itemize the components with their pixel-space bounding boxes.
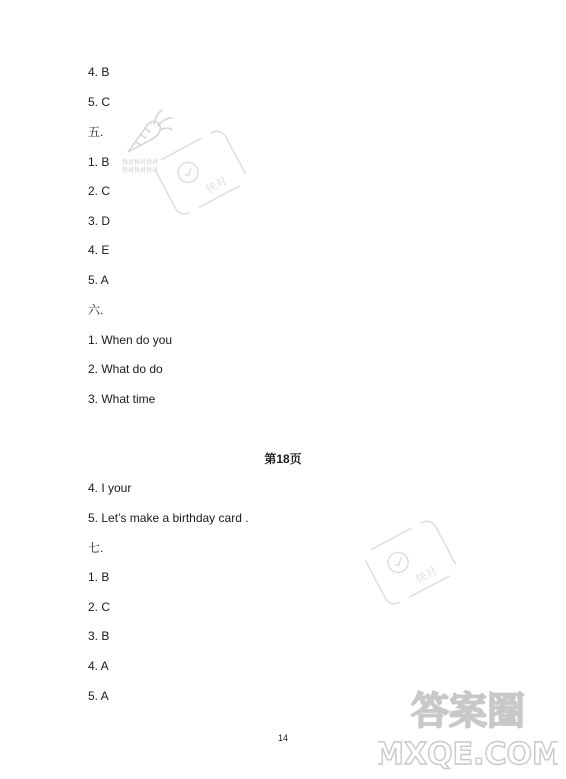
answer-line: 2. What do do (88, 362, 163, 376)
answer-line: 5. A (88, 273, 109, 287)
answer-line: 1. B (88, 155, 110, 169)
answer-line: 4. I your (88, 481, 132, 495)
stamp-text: 快对 (203, 174, 230, 197)
stamp-text: 快对 (413, 564, 440, 587)
site-logo-watermark (378, 682, 558, 775)
carrot-caption: 快对快对快对 (122, 159, 159, 166)
answer-line: 5. A (88, 689, 109, 703)
answer-line: 5. Let’s make a birthday card . (88, 511, 249, 525)
answer-line: 4. B (88, 65, 110, 79)
answer-line: 1. B (88, 570, 110, 584)
answer-line: 2. C (88, 600, 111, 614)
answer-line: 1. When do you (88, 333, 173, 347)
section-label: 七. (88, 541, 104, 555)
answer-line: 4. A (88, 659, 109, 673)
answer-line: 3. B (88, 629, 110, 643)
stamp-watermark (360, 508, 470, 613)
section-label: 六. (88, 303, 104, 317)
logo-top-text: 答案圈 (410, 689, 526, 733)
page-heading: 第18页 (264, 452, 302, 466)
answer-line: 5. C (88, 95, 111, 109)
answer-line: 3. What time (88, 392, 156, 406)
stamp-watermark (150, 118, 260, 223)
answer-line: 3. D (88, 214, 111, 228)
answer-line: 2. C (88, 184, 111, 198)
logo-bottom-text: MXQE.COM (378, 737, 558, 770)
carrot-caption: 快对快对快对 (122, 167, 159, 174)
page-number: 14 (277, 733, 288, 743)
section-label: 五. (88, 125, 104, 139)
answer-line: 4. E (88, 243, 110, 257)
